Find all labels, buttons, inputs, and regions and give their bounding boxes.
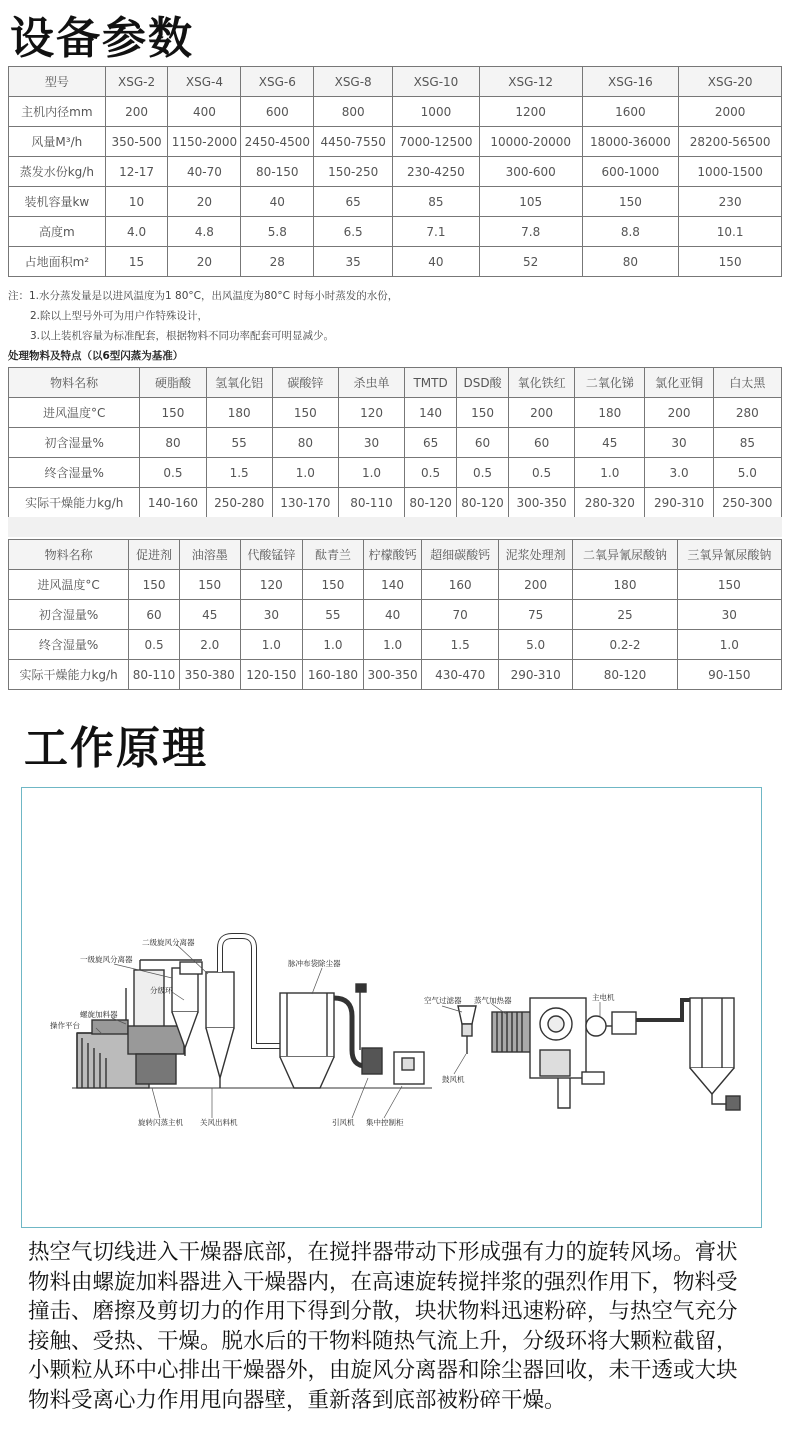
table-cell: 氧化铁红 <box>509 368 575 398</box>
table-cell: 1.0 <box>272 458 338 488</box>
table-cell: 55 <box>303 600 364 630</box>
table-cell: 85 <box>713 428 781 458</box>
table-row <box>9 600 782 630</box>
table-cell: 碳酸锌 <box>272 368 338 398</box>
main-motor <box>586 1012 636 1036</box>
table-cell: 0.5 <box>140 458 206 488</box>
table-cell: 52 <box>479 247 582 277</box>
table-cell: XSG-20 <box>679 67 782 97</box>
table-cell: XSG-16 <box>582 67 679 97</box>
table-cell: 80 <box>140 428 206 458</box>
table-cell: 10000-20000 <box>479 127 582 157</box>
row-label-cell: 进风温度°C <box>9 398 140 428</box>
steam-heater <box>492 1012 534 1052</box>
table-cell: 60 <box>509 428 575 458</box>
table-cell: 1.5 <box>422 630 498 660</box>
table-cell: 75 <box>498 600 572 630</box>
table-cell: 28200-56500 <box>679 127 782 157</box>
row-label-cell: 物料名称 <box>9 368 140 398</box>
table-cell: 80 <box>582 247 679 277</box>
table-cell: 25 <box>573 600 677 630</box>
table-row <box>9 570 782 600</box>
bag-filter <box>280 993 334 1088</box>
table-cell: 90-150 <box>677 660 781 690</box>
table-cell: 氯化亚铜 <box>645 368 713 398</box>
label-steam-heater: 蒸气加热器 <box>474 996 512 1005</box>
table-cell: 200 <box>509 398 575 428</box>
table-cell: 400 <box>168 97 241 127</box>
right-duct <box>636 998 740 1110</box>
small-box <box>582 1072 604 1084</box>
table-cell: 150-250 <box>314 157 393 187</box>
table-cell: 1600 <box>582 97 679 127</box>
table-cell: 1.0 <box>677 630 781 660</box>
table-cell: 4.8 <box>168 217 241 247</box>
table-cell: 180 <box>575 398 645 428</box>
table-cell: 150 <box>303 570 364 600</box>
table-cell: 二氧化锑 <box>575 368 645 398</box>
dryer-cross-section <box>530 998 586 1108</box>
table-cell: XSG-4 <box>168 67 241 97</box>
table-cell: 300-350 <box>363 660 422 690</box>
table-header-row <box>9 540 782 570</box>
table-cell: 60 <box>457 428 509 458</box>
air-filter <box>458 1006 476 1054</box>
table-row <box>9 247 782 277</box>
table-cell: 600-1000 <box>582 157 679 187</box>
table-cell: 70 <box>422 600 498 630</box>
table-cell: XSG-6 <box>241 67 314 97</box>
row-label-cell: 实际干燥能力kg/h <box>9 488 140 518</box>
table-row <box>9 97 782 127</box>
table-cell: 1200 <box>479 97 582 127</box>
table-cell: 2000 <box>679 97 782 127</box>
table-cell: 0.5 <box>405 458 457 488</box>
table-row <box>9 428 782 458</box>
table-cell: 7.1 <box>393 217 480 247</box>
table-cell: 150 <box>677 570 781 600</box>
process-diagram-svg <box>22 788 763 1229</box>
table-cell: 250-300 <box>713 488 781 518</box>
table-cell: 代酸锰锌 <box>240 540 303 570</box>
table-cell: 80-110 <box>129 660 180 690</box>
table-gap-band <box>8 517 782 537</box>
table-cell: 80 <box>272 428 338 458</box>
table-cell: 120 <box>240 570 303 600</box>
table-cell: 230 <box>679 187 782 217</box>
table-row <box>9 630 782 660</box>
table-cell: 2450-4500 <box>241 127 314 157</box>
table-cell: 5.0 <box>713 458 781 488</box>
note-line-2: 2.除以上型号外可为用户作特殊设计， <box>30 310 209 322</box>
table-cell: 150 <box>179 570 240 600</box>
table-cell: 150 <box>272 398 338 428</box>
table-cell: 杀虫单 <box>338 368 404 398</box>
table-cell: 1.0 <box>303 630 364 660</box>
table-cell: 200 <box>645 398 713 428</box>
table-row <box>9 660 782 690</box>
table-cell: 45 <box>179 600 240 630</box>
table-cell: 1000 <box>393 97 480 127</box>
table-row <box>9 187 782 217</box>
row-label-cell: 主机内径mm <box>9 97 106 127</box>
table-cell: 酞青兰 <box>303 540 364 570</box>
label-main-motor: 主电机 <box>592 993 615 1002</box>
table-cell: 三氧异氰尿酸钠 <box>677 540 781 570</box>
table-cell: 40 <box>393 247 480 277</box>
label-platform: 操作平台 <box>50 1021 80 1030</box>
row-label-cell: 高度m <box>9 217 106 247</box>
table-cell: 55 <box>206 428 272 458</box>
table-cell: XSG-12 <box>479 67 582 97</box>
table-cell: 290-310 <box>645 488 713 518</box>
table-cell: 30 <box>645 428 713 458</box>
table-row <box>9 458 782 488</box>
table-cell: 40-70 <box>168 157 241 187</box>
table-cell: DSD酸 <box>457 368 509 398</box>
table-cell: 超细碳酸钙 <box>422 540 498 570</box>
table-cell: 80-120 <box>573 660 677 690</box>
table-cell: 150 <box>457 398 509 428</box>
table-row <box>9 398 782 428</box>
table-row <box>9 217 782 247</box>
table-cell: 氢氧化铝 <box>206 368 272 398</box>
table-header-row <box>9 368 782 398</box>
table-cell: 20 <box>168 247 241 277</box>
table-cell: 8.8 <box>582 217 679 247</box>
table-cell: 140-160 <box>140 488 206 518</box>
row-label-cell: 终含湿量% <box>9 458 140 488</box>
row-label-cell: 初含湿量% <box>9 428 140 458</box>
table-cell: 120-150 <box>240 660 303 690</box>
table-cell: 0.2-2 <box>573 630 677 660</box>
row-label-cell: 装机容量kw <box>9 187 106 217</box>
note-line-3: 3.以上装机容量为标准配套，根据物料不同功率配套可明显减少。 <box>30 330 335 342</box>
table-header-row <box>9 67 782 97</box>
table-cell: 150 <box>140 398 206 428</box>
table-cell: 120 <box>338 398 404 428</box>
table-cell: 150 <box>679 247 782 277</box>
table-cell: 4450-7550 <box>314 127 393 157</box>
table-cell: 6.5 <box>314 217 393 247</box>
label-classifier: 分级环 <box>150 986 173 995</box>
table-cell: 0.5 <box>457 458 509 488</box>
table-cell: 1.0 <box>338 458 404 488</box>
row-label-cell: 进风温度°C <box>9 570 129 600</box>
table-row <box>9 157 782 187</box>
label-cyclone-2: 二级旋风分离器 <box>142 938 195 947</box>
table-cell: 40 <box>241 187 314 217</box>
table-cell: 5.8 <box>241 217 314 247</box>
table-cell: 1.0 <box>240 630 303 660</box>
table-cell: 430-470 <box>422 660 498 690</box>
table-cell: 250-280 <box>206 488 272 518</box>
materials-table-1 <box>8 367 782 518</box>
table-cell: 80-110 <box>338 488 404 518</box>
table-cell: 85 <box>393 187 480 217</box>
table-cell: 800 <box>314 97 393 127</box>
table-cell: 350-500 <box>105 127 168 157</box>
table-cell: 300-600 <box>479 157 582 187</box>
table-cell: 18000-36000 <box>582 127 679 157</box>
table-cell: 140 <box>405 398 457 428</box>
table-cell: 280-320 <box>575 488 645 518</box>
materials-heading: 处理物料及特点（以6型闪蒸为基准） <box>8 350 184 362</box>
table-cell: 200 <box>498 570 572 600</box>
table-cell: 160-180 <box>303 660 364 690</box>
row-label-cell: 实际干燥能力kg/h <box>9 660 129 690</box>
table-cell: 12-17 <box>105 157 168 187</box>
table-cell: 2.0 <box>179 630 240 660</box>
table-cell: 150 <box>582 187 679 217</box>
row-label-cell: 风量M³/h <box>9 127 106 157</box>
table-row <box>9 127 782 157</box>
table-cell: 130-170 <box>272 488 338 518</box>
row-label-cell: 型号 <box>9 67 106 97</box>
section-title-parameters: 设备参数 <box>10 13 194 64</box>
row-label-cell: 初含湿量% <box>9 600 129 630</box>
table-cell: 60 <box>129 600 180 630</box>
table-cell: 柠檬酸钙 <box>363 540 422 570</box>
label-discharge: 关风出料机 <box>200 1118 238 1127</box>
table-cell: 1.5 <box>206 458 272 488</box>
table-cell: 35 <box>314 247 393 277</box>
table-cell: 290-310 <box>498 660 572 690</box>
table-cell: 140 <box>363 570 422 600</box>
table-cell: 白太黑 <box>713 368 781 398</box>
row-label-cell: 终含湿量% <box>9 630 129 660</box>
control-cabinet <box>394 1052 424 1084</box>
table-cell: 150 <box>129 570 180 600</box>
table-cell: 105 <box>479 187 582 217</box>
table-cell: 10 <box>105 187 168 217</box>
table-cell: 油溶墨 <box>179 540 240 570</box>
row-label-cell: 物料名称 <box>9 540 129 570</box>
table-cell: 7000-12500 <box>393 127 480 157</box>
table-cell: 0.5 <box>509 458 575 488</box>
table-cell: 65 <box>314 187 393 217</box>
table-cell: 5.0 <box>498 630 572 660</box>
table-row <box>9 488 782 518</box>
label-bag-filter: 脉冲布袋除尘器 <box>288 959 341 968</box>
section-title-principle: 工作原理 <box>24 723 208 774</box>
table-cell: 1.0 <box>363 630 422 660</box>
label-screw-feeder: 螺旋加料器 <box>80 1010 118 1019</box>
table-cell: 45 <box>575 428 645 458</box>
table-cell: 280 <box>713 398 781 428</box>
table-cell: XSG-8 <box>314 67 393 97</box>
table-cell: 350-380 <box>179 660 240 690</box>
table-cell: 15 <box>105 247 168 277</box>
table-cell: 230-4250 <box>393 157 480 187</box>
note-line-1: 注：1.水分蒸发量是以进风温度为1 80°C，出风温度为80°C 时每小时蒸发的水份， <box>8 290 399 302</box>
table-cell: 80-120 <box>457 488 509 518</box>
table-cell: 200 <box>105 97 168 127</box>
table-cell: 泥浆处理剂 <box>498 540 572 570</box>
table-cell: 65 <box>405 428 457 458</box>
label-main-unit: 旋转闪蒸主机 <box>138 1118 183 1127</box>
table-cell: TMTD <box>405 368 457 398</box>
principle-description: 热空气切线进入干燥器底部，在搅拌器带动下形成强有力的旋转风场。膏状物料由螺旋加料器进入干燥器内，在高速旋转搅拌浆的强烈作用下，物料受撞击、磨擦及剪切力的作用下得到分散，块状物料迅速粉碎，与热空气充分接触、受热、干燥。脱水后的干物料随热气流上升，分级环将大颗粒截留，小颗粒从环中心排出干燥器外，由旋风分离器和除尘器回收，未干透或大块物料受离心力作用甩向器壁，重新落到底部被粉碎干燥。 <box>28 1240 738 1413</box>
label-induced-fan: 引风机 <box>332 1118 355 1127</box>
table-cell: 28 <box>241 247 314 277</box>
table-cell: 7.8 <box>479 217 582 247</box>
row-label-cell: 占地面积m² <box>9 247 106 277</box>
table-cell: 30 <box>677 600 781 630</box>
row-label-cell: 蒸发水份kg/h <box>9 157 106 187</box>
label-blower: 鼓风机 <box>442 1075 465 1084</box>
table-cell: 160 <box>422 570 498 600</box>
table-cell: 10.1 <box>679 217 782 247</box>
spec-table <box>8 66 782 277</box>
table-cell: 80-150 <box>241 157 314 187</box>
table-cell: 1150-2000 <box>168 127 241 157</box>
table-cell: 40 <box>363 600 422 630</box>
table-cell: 促进剂 <box>129 540 180 570</box>
table-cell: 20 <box>168 187 241 217</box>
table-cell: 300-350 <box>509 488 575 518</box>
table-cell: 180 <box>206 398 272 428</box>
materials-table-2 <box>8 539 782 690</box>
table-cell: 4.0 <box>105 217 168 247</box>
table-cell: 30 <box>338 428 404 458</box>
table-cell: 80-120 <box>405 488 457 518</box>
table-cell: 硬脂酸 <box>140 368 206 398</box>
table-cell: 600 <box>241 97 314 127</box>
table-cell: XSG-10 <box>393 67 480 97</box>
table-cell: 1000-1500 <box>679 157 782 187</box>
induced-fan-and-stack <box>334 984 382 1074</box>
table-cell: XSG-2 <box>105 67 168 97</box>
table-cell: 1.0 <box>575 458 645 488</box>
process-diagram <box>21 787 762 1228</box>
table-cell: 3.0 <box>645 458 713 488</box>
label-cyclone-1: 一级旋风分离器 <box>80 955 133 964</box>
label-air-filter: 空气过滤器 <box>424 996 462 1005</box>
table-cell: 0.5 <box>129 630 180 660</box>
table-cell: 二氧异氰尿酸钠 <box>573 540 677 570</box>
label-control-cabinet: 集中控制柜 <box>366 1118 404 1127</box>
table-cell: 30 <box>240 600 303 630</box>
table-cell: 180 <box>573 570 677 600</box>
